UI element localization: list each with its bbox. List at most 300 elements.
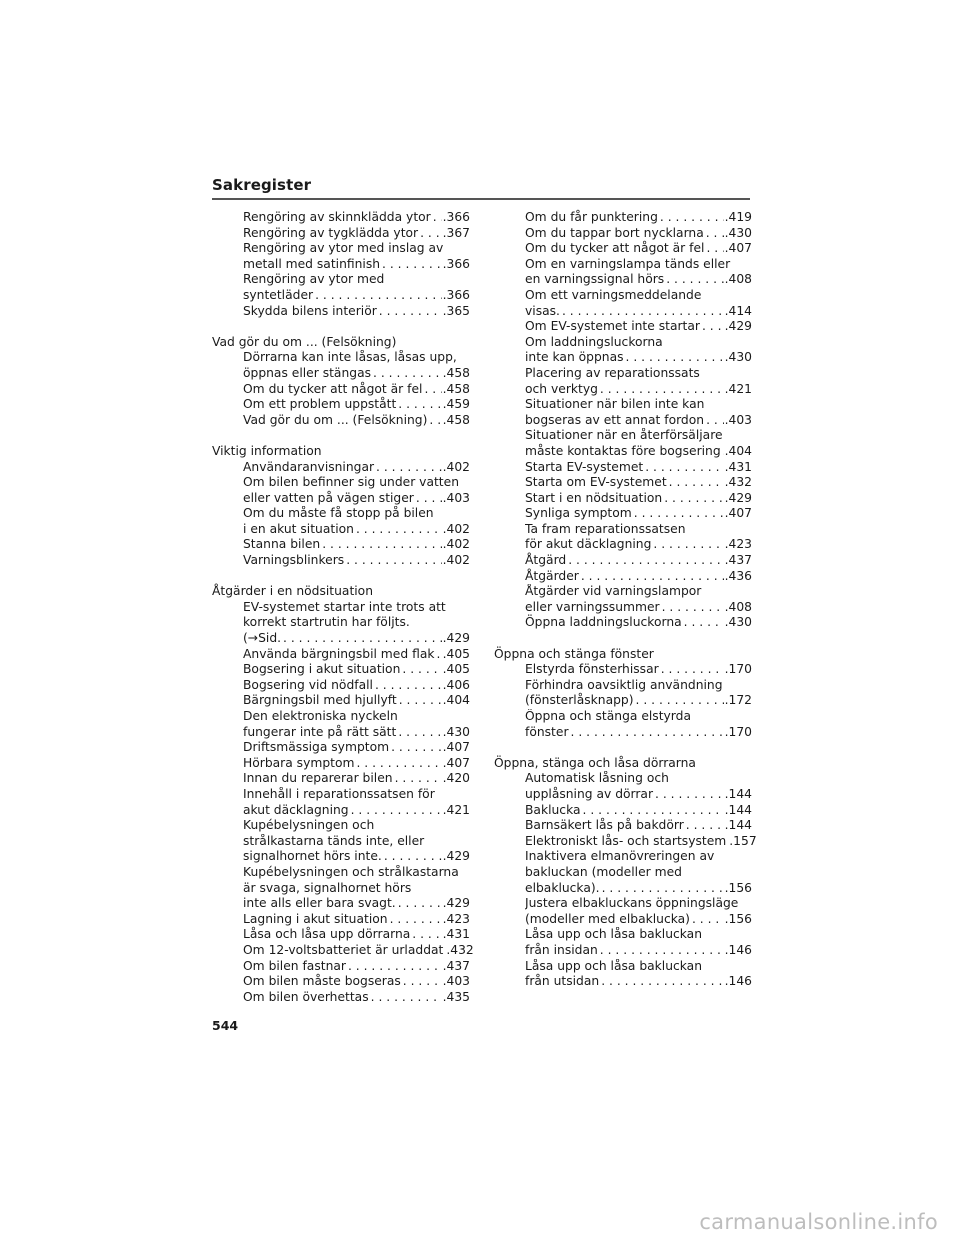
index-entry [212,304,470,320]
entry-leader-row [243,896,470,912]
leader-dots [354,756,441,772]
entry-page-ref: .404 [724,443,752,458]
index-entry [494,615,752,631]
leader-dots [401,974,442,990]
leader-dots [422,382,441,398]
entry-text-line: Förhindra oavsiktlig användning [525,677,723,692]
entry-text-line: Den elektroniska nyckeln [243,709,398,723]
entry-page-ref: .407 [724,241,752,256]
entry-leader-row [525,226,752,242]
entry-page-ref: .420 [442,771,470,786]
entry-page-ref: .365 [442,303,470,318]
entry-leader-row [525,818,752,834]
index-entry [494,475,752,491]
index-entry [212,927,470,943]
entry-text-line: är svaga, signalhornet hörs [243,880,412,895]
entry-page-ref: .366 [442,256,470,271]
entry-leader-row [243,304,470,320]
entry-leader-row [525,615,752,631]
entry-page-ref: .458 [442,381,470,396]
entry-leader-row [243,849,470,865]
entry-text-line: Om ett problem uppstått [243,397,397,412]
entry-text-line: öppnas eller stängas [243,365,372,380]
index-entry [494,803,752,819]
entry-text-line: Om en varningslampa tänds eller [525,256,731,271]
entry-leader-row [525,210,752,226]
index-entry [494,896,752,927]
leader-dots [632,506,724,522]
entry-leader-row [243,288,470,304]
entry-page-ref: .367 [442,225,470,240]
entry-leader-row [243,460,470,476]
leader-dots [396,896,442,912]
entry-text-line: Rengöring av ytor med inslag av [243,241,444,256]
entry-leader-row [525,787,752,803]
entry-page-ref: .432 [446,942,474,957]
index-entry [494,662,752,678]
leader-dots [374,460,442,476]
entry-leader-row [243,740,470,756]
entry-leader-row [243,662,470,678]
entry-text-line: Situationer när bilen inte kan [525,397,705,412]
entry-leader-row [243,693,470,709]
leader-dots [599,974,723,990]
leader-dots [569,725,724,741]
index-entry [494,553,752,569]
entry-leader-row [243,553,470,569]
entry-page-ref: .170 [724,724,752,739]
index-entry [212,818,470,865]
index-entry [212,397,470,413]
entry-leader-row [243,631,470,647]
index-entry [494,849,752,896]
leader-dots [658,210,724,226]
index-entry [494,818,752,834]
leader-dots [388,912,442,928]
entry-text-line: Bärgningsbil med hjullyft [243,693,397,708]
entry-text-line: Om bilen fastnar [243,958,346,973]
entry-page-ref: .407 [442,740,470,755]
entry-leader-row [525,413,752,429]
entry-text-line: eller varningssummer [525,599,660,614]
index-entry [212,475,470,506]
entry-text-line: Elstyrda fönsterhissar [525,662,659,677]
entry-page-ref: .366 [442,210,470,224]
leader-dots [682,615,724,631]
index-entry [212,756,470,772]
leader-dots [690,912,724,928]
entry-text-line: Öppna laddningsluckorna [525,615,682,630]
entry-page-ref: .407 [724,506,752,521]
index-entry [212,942,474,959]
leader-dots [651,537,723,553]
index-entry [212,912,470,928]
entry-text-line: Vad gör du om ... (Felsökning) [243,412,428,427]
entry-page-ref: .146 [724,942,752,957]
entry-page-ref: .403 [442,974,470,989]
leader-dots [344,553,441,569]
entry-text-line: Kupébelysningen och [243,818,375,833]
entry-page-ref: .146 [724,974,752,989]
entry-text-line: eller vatten på vägen stiger [243,490,414,505]
entry-page-ref: .421 [442,802,470,817]
entry-leader-row [525,553,752,569]
leader-dots [579,569,724,585]
entry-text-line: fönster [525,724,569,739]
leader-dots [427,413,441,429]
entry-leader-row [243,210,470,226]
leader-dots [624,350,724,366]
leader-dots [382,849,442,865]
entry-text-line: syntetläder [243,287,314,302]
entry-leader-row [243,959,470,975]
entry-leader-row [243,942,474,959]
entry-page-ref: .436 [724,568,752,583]
entry-page-ref: .402 [442,553,470,568]
entry-page-ref: .429 [442,849,470,864]
entry-text-line: (modeller med elbaklucka) [525,911,690,926]
entry-leader-row [243,537,470,553]
entry-leader-row [525,506,752,522]
entry-text-line: i en akut situation [243,521,354,536]
entry-text-line: Varningsblinkers [243,553,345,568]
leader-dots [700,319,724,335]
section-heading: Öppna, stänga och låsa dörrarna [494,755,696,770]
leader-dots [377,304,442,320]
entry-page-ref: .414 [724,303,752,318]
entry-text-line: Elektroniskt lås- och startsystem [525,833,727,848]
index-entry [212,974,470,990]
entry-text-line: Skydda bilens interiör [243,303,377,318]
entry-text-line: Låsa och låsa upp dörrarna [243,927,411,942]
entry-page-ref: .430 [442,724,470,739]
index-entry [212,350,470,381]
leader-dots [281,631,442,647]
entry-page-ref: .156 [724,880,752,895]
index-entry [494,335,752,366]
entry-text-line: Baklucka [525,802,581,817]
leader-dots [431,210,442,226]
entry-leader-row [525,803,752,819]
entry-page-ref: .435 [442,989,470,1004]
index-entry [494,506,752,522]
entry-text-line: Om du tycker att något är fel [243,381,423,396]
entry-text-line: visas. [525,303,560,318]
entry-leader-row [525,460,752,476]
entry-page-ref: .170 [724,662,752,677]
index-entry [212,865,470,912]
entry-page-ref: .144 [724,786,752,801]
entry-text-line: bakluckan (modeller med [525,864,682,879]
entry-text-line: Om du måste få stopp på bilen [243,506,434,521]
index-entry [494,709,752,740]
entry-text-line: Om bilen måste bogseras [243,974,401,989]
entry-text-line: Bogsering vid nödfall [243,677,373,692]
index-entry [494,226,752,242]
leader-dots [410,927,441,943]
leader-dots [349,803,442,819]
index-entry [494,319,752,335]
index-section [494,210,752,631]
index-entry [494,241,752,257]
index-section [212,210,470,319]
entry-text-line: en varningssignal hörs [525,272,665,287]
entry-text-line: Öppna och stänga elstyrda [525,709,691,723]
entry-leader-row [525,272,752,288]
entry-text-line: Låsa upp och låsa bakluckan [525,958,703,973]
index-entry [212,662,470,678]
page-title: Sakregister [212,176,312,194]
entry-text-line: Om laddningsluckorna [525,334,663,349]
entry-page-ref: .404 [442,693,470,708]
entry-text-line: Åtgärd [525,553,567,568]
index-section [494,647,752,741]
leader-dots [662,491,723,507]
index-entry [494,584,752,615]
entry-leader-row [243,413,470,429]
entry-text-line: Åtgärder vid varningslampor [525,584,702,599]
leader-dots [581,803,724,819]
entry-text-line: Driftsmässiga symptom [243,740,390,755]
entry-text-line: (→Sid. [243,631,282,646]
entry-page-ref: .431 [442,927,470,942]
entry-text-line: fungerar inte på rätt sätt [243,724,397,739]
entry-text-line: Om bilen befinner sig under vatten [243,475,459,490]
leader-dots [684,818,724,834]
index-entry [212,990,470,1006]
index-entry [212,382,470,398]
entry-text-line: Inaktivera elmanövreringen av [525,849,715,864]
index-entry [494,522,752,553]
entry-leader-row [525,912,752,928]
entry-page-ref: .408 [724,272,752,287]
leader-dots [598,382,724,398]
leader-dots [659,662,724,678]
leader-dots [414,491,442,507]
index-entry [212,709,470,740]
section-heading: Åtgärder i en nödsituation [212,584,373,599]
entry-leader-row [525,600,752,616]
index-column-left [212,210,474,1021]
leader-dots [664,272,723,288]
leader-dots [600,881,724,897]
leader-dots [320,537,441,553]
entry-leader-row [243,927,470,943]
index-entry [494,397,752,428]
index-entry [212,600,470,647]
entry-page-ref: .406 [442,677,470,692]
index-entry [494,257,752,288]
leader-dots [380,257,442,273]
index-entry [212,210,470,226]
index-entry [212,787,470,818]
index-section [212,335,470,429]
entry-page-ref: .402 [442,459,470,474]
index-section [212,444,470,569]
watermark: carmanualsonline.info [699,1210,938,1234]
entry-text-line: Om bilen överhettas [243,989,369,1004]
entry-text-line: Rengöring av ytor med [243,272,385,287]
entry-page-ref: .429 [442,631,470,646]
entry-text-line: upplåsning av dörrar [525,786,654,801]
entry-page-ref: .403 [724,412,752,427]
entry-text-line: Om du får punktering [525,210,658,224]
index-entry [494,833,757,850]
entry-page-ref: .405 [442,646,470,661]
entry-leader-row [525,319,752,335]
entry-text-line: Innan du reparerar bilen [243,771,393,786]
entry-text-line: för akut däcklagning [525,537,652,552]
index-entry [494,569,752,585]
entry-leader-row [243,366,470,382]
entry-text-line: måste kontaktas före bogsering [525,443,721,458]
entry-leader-row [525,304,752,320]
leader-dots [397,693,442,709]
entry-text-line: Automatisk låsning och [525,771,669,786]
leader-dots [396,725,441,741]
header-divider [212,198,750,200]
entry-page-ref: .430 [724,225,752,240]
entry-leader-row [243,974,470,990]
entry-page-ref: .429 [724,490,752,505]
entry-text-line: Hörbara symptom [243,755,355,770]
page-number: 544 [212,1018,239,1033]
entry-text-line: inte alls eller bara svagt. [243,896,396,911]
entry-leader-row [243,771,470,787]
entry-text-line: Ta fram reparationssatsen [525,521,686,536]
entry-text-line: Starta EV-systemet [525,459,644,474]
leader-dots [704,413,724,429]
entry-leader-row [525,350,752,366]
entry-leader-row [525,475,752,491]
entry-text-line: EV-systemet startar inte trots att [243,599,446,614]
leader-dots [389,740,442,756]
entry-page-ref: .429 [724,319,752,334]
entry-text-line: Låsa upp och låsa bakluckan [525,927,703,942]
entry-leader-row [243,522,470,538]
leader-dots [643,460,723,476]
entry-text-line: från utsidan [525,974,600,989]
entry-leader-row [525,491,752,507]
leader-dots [634,693,724,709]
entry-page-ref: .458 [442,365,470,380]
entry-text-line: Kupébelysningen och strålkastarna [243,864,459,879]
entry-leader-row [243,647,470,663]
entry-text-line: Bogsering i akut situation [243,662,401,677]
leader-dots [434,647,441,663]
index-entry [494,491,752,507]
entry-text-line: Dörrarna kan inte låsas, låsas upp, [243,350,457,365]
entry-leader-row [243,397,470,413]
entry-text-line: elbaklucka). [525,880,600,895]
index-entry [212,647,470,663]
entry-text-line: Om ett varningsmeddelande [525,287,702,302]
leader-dots [653,787,724,803]
entry-page-ref: .157 [729,833,757,848]
index-entry [494,927,752,958]
entry-page-ref: .429 [442,896,470,911]
entry-page-ref: .405 [442,662,470,677]
index-entry [212,693,470,709]
index-entry [212,959,470,975]
index-entry [494,288,752,319]
section-heading: Öppna och stänga fönster [494,646,654,661]
entry-page-ref: .419 [724,210,752,224]
entry-text-line: Placering av reparationssats [525,365,700,380]
leader-dots [598,943,724,959]
index-column-right [494,210,757,1005]
entry-leader-row [525,241,752,257]
entry-text-line: bogseras av ett annat fordon [525,412,705,427]
entry-leader-row [525,881,752,897]
entry-text-line: från insidan [525,942,598,957]
entry-text-line: strålkastarna tänds inte, eller [243,833,425,848]
entry-text-line: Innehåll i reparationssatsen för [243,786,435,801]
entry-page-ref: .430 [724,615,752,630]
entry-text-line: inte kan öppnas [525,350,624,365]
index-entry [212,272,470,303]
entry-text-line: Justera elbakluckans öppningsläge [525,896,739,911]
entry-leader-row [525,662,752,678]
entry-text-line: Använda bärgningsbil med flak [243,646,435,661]
entry-leader-row [243,491,470,507]
entry-page-ref: .402 [442,521,470,536]
entry-text-line: Om EV-systemet inte startar [525,319,700,334]
entry-leader-row [525,537,752,553]
entry-text-line: Rengöring av skinnklädda ytor [243,210,431,224]
leader-dots [393,771,442,787]
entry-text-line: Situationer när en återförsäljare [525,428,723,443]
entry-page-ref: .459 [442,397,470,412]
entry-page-ref: .144 [724,802,752,817]
leader-dots [704,226,724,242]
entry-text-line: akut däcklagning [243,802,349,817]
entry-leader-row [243,912,470,928]
index-entry [212,226,470,242]
entry-leader-row [243,725,470,741]
entry-page-ref: .408 [724,599,752,614]
leader-dots [346,959,442,975]
leader-dots [418,226,442,242]
entry-text-line: Starta om EV-systemet [525,475,667,490]
entry-page-ref: .458 [442,412,470,427]
leader-dots [313,288,442,304]
index-entry [212,553,470,569]
entry-page-ref: .421 [724,381,752,396]
index-section [212,584,474,1005]
section-heading: Viktig information [212,443,322,458]
entry-page-ref: .407 [442,755,470,770]
leader-dots [369,990,442,1006]
entry-text-line: Om 12-voltsbatteriet är urladdat [243,942,444,957]
entry-page-ref: .437 [442,958,470,973]
index-entry [212,537,470,553]
entry-text-line: Om du tappar bort nycklarna [525,225,704,240]
entry-page-ref: .431 [724,459,752,474]
entry-leader-row [525,444,752,460]
entry-page-ref: .156 [724,911,752,926]
leader-dots [371,366,442,382]
entry-page-ref: .423 [442,911,470,926]
entry-leader-row [243,803,470,819]
index-entry [212,740,470,756]
leader-dots [354,522,442,538]
entry-leader-row [243,226,470,242]
leader-dots [400,662,441,678]
leader-dots [373,678,442,694]
section-heading: Vad gör du om ... (Felsökning) [212,334,397,349]
entry-text-line: Användaranvisningar [243,459,375,474]
